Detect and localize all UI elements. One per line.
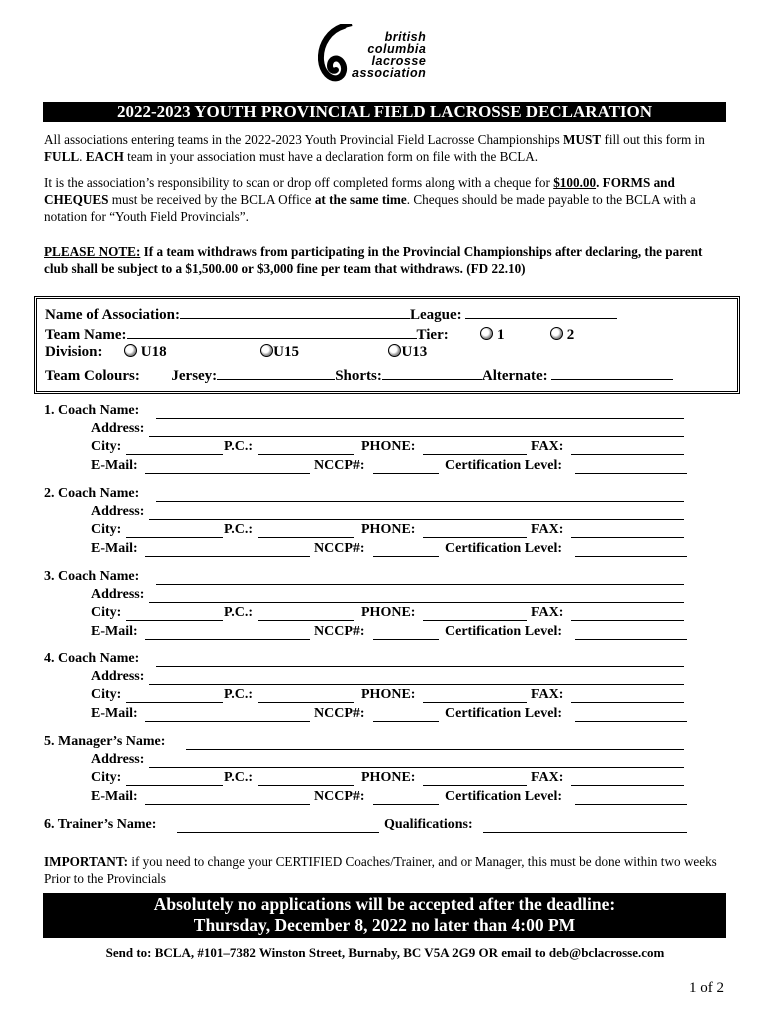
certification-level-field[interactable] [575, 803, 687, 805]
email-label: E-Mail: [91, 788, 138, 804]
city-label: City: [91, 522, 122, 538]
email-field[interactable] [145, 555, 310, 557]
certification-level-field[interactable] [575, 555, 687, 557]
note-label: PLEASE NOTE: [44, 244, 141, 259]
address-label: Address: [91, 669, 145, 685]
jersey-field[interactable] [217, 365, 335, 380]
alternate-field[interactable] [551, 365, 673, 380]
shorts-label: Shorts: [335, 368, 382, 384]
phone-field[interactable] [423, 784, 527, 786]
text-bold: at the same time [314, 192, 407, 207]
address-field[interactable] [149, 766, 684, 768]
league-label: League: [410, 307, 462, 323]
certification-level-label: Certification Level: [445, 705, 563, 721]
trainer-name-label: 6. Trainer’s Name: [44, 817, 157, 832]
send-to-address: Send to: BCLA, #101–7382 Winston Street, Burnaby, BC V5A 2G9 OR email to deb@bclacrosse.com [105, 945, 665, 960]
city-field[interactable] [126, 701, 223, 703]
fax-field[interactable] [571, 619, 684, 621]
fax-field[interactable] [571, 536, 684, 538]
phone-label: PHONE: [361, 770, 416, 786]
fax-field[interactable] [571, 701, 684, 703]
pc-field[interactable] [258, 453, 354, 455]
pc-label: P.C.: [224, 605, 254, 621]
city-field[interactable] [126, 784, 223, 786]
email-label: E-Mail: [91, 540, 138, 556]
phone-label: PHONE: [361, 522, 416, 538]
contact-name-label: 1. Coach Name: [44, 403, 140, 418]
fax-label: FAX: [531, 439, 564, 455]
email-field[interactable] [145, 720, 310, 722]
shorts-field[interactable] [382, 365, 482, 380]
phone-field[interactable] [423, 536, 527, 538]
text: team in your association must have a declaration form on file with the BCLA. [123, 149, 539, 164]
note-text: If a team withdraws from participating in the Provincial Championships after declaring, the parent club shall be subject to a $1,500.00 or $3,000 fine per team that withdraws. (FD 22.10) [44, 244, 703, 276]
phone-label: PHONE: [361, 687, 416, 703]
important-note [44, 853, 728, 887]
nccp-field[interactable] [373, 720, 439, 722]
deadline-line-1: Absolutely no applications will be accepted after the deadline: [153, 894, 616, 914]
contact-name-label: 3. Coach Name: [44, 569, 140, 584]
text-bold: . FORMS and CHEQUES [44, 175, 675, 207]
bcla-logo [318, 24, 458, 82]
logo-line: lacrosse [371, 54, 427, 68]
address-field[interactable] [149, 601, 684, 603]
address-label: Address: [91, 421, 145, 437]
contact-name-field[interactable] [156, 417, 684, 419]
logo-line: columbia [367, 42, 427, 56]
contact-name-field[interactable] [156, 500, 684, 502]
nccp-label: NCCP#: [314, 540, 365, 556]
contact-name-label: 4. Coach Name: [44, 651, 140, 666]
please-note [44, 243, 728, 277]
pc-field[interactable] [258, 619, 354, 621]
city-field[interactable] [126, 619, 223, 621]
qualifications-field[interactable] [483, 831, 687, 833]
association-name-field[interactable] [180, 304, 410, 319]
division-u13-radio[interactable] [388, 344, 401, 357]
deadline-date: Thursday, December 8, 2022 no later than 4:00 PM [193, 915, 576, 935]
pc-field[interactable] [258, 701, 354, 703]
division-option-label: U13 [401, 344, 428, 360]
association-box [34, 296, 740, 394]
alternate-label: Alternate: [481, 368, 548, 384]
fax-label: FAX: [531, 770, 564, 786]
certification-level-label: Certification Level: [445, 623, 563, 639]
form-title: 2022-2023 YOUTH PROVINCIAL FIELD LACROSSE DECLARATION [43, 102, 726, 122]
address-label: Address: [91, 752, 145, 768]
email-label: E-Mail: [91, 705, 138, 721]
nccp-field[interactable] [373, 555, 439, 557]
text-bold: FULL [44, 149, 80, 164]
address-field[interactable] [149, 435, 684, 437]
email-field[interactable] [145, 803, 310, 805]
pc-field[interactable] [258, 536, 354, 538]
address-field[interactable] [149, 683, 684, 685]
certification-level-field[interactable] [575, 638, 687, 640]
phone-field[interactable] [423, 453, 527, 455]
tier-option-label: 2 [566, 327, 575, 343]
important-text: if you need to change your CERTIFIED Coaches/Trainer, and or Manager, this must be done within two weeks Prior to the Provincials [44, 854, 717, 886]
text: . Cheques should be made payable to the BCLA with a notation for “Youth Field Provincials”. [44, 192, 696, 224]
trainer-name-field[interactable] [177, 831, 379, 833]
nccp-label: NCCP#: [314, 623, 365, 639]
email-label: E-Mail: [91, 457, 138, 473]
address-label: Address: [91, 504, 145, 520]
pc-field[interactable] [258, 784, 354, 786]
qualifications-label: Qualifications: [384, 817, 473, 832]
association-name-label: Name of Association: [45, 307, 180, 323]
certification-level-label: Certification Level: [445, 540, 563, 556]
team-name-field[interactable] [127, 324, 417, 339]
trainer-row [44, 817, 156, 833]
pc-label: P.C.: [224, 687, 254, 703]
contact-name-field[interactable] [156, 665, 684, 667]
league-field[interactable] [465, 304, 617, 319]
contact-name-field[interactable] [156, 583, 684, 585]
email-field[interactable] [145, 472, 310, 474]
certification-level-field[interactable] [575, 720, 687, 722]
nccp-field[interactable] [373, 803, 439, 805]
tier-label: Tier: [416, 327, 449, 343]
pc-label: P.C.: [224, 522, 254, 538]
tier-1-radio[interactable] [480, 327, 493, 340]
city-label: City: [91, 439, 122, 455]
team-colours-label: Team Colours: [45, 368, 140, 384]
city-field[interactable] [126, 453, 223, 455]
certification-level-field[interactable] [575, 472, 687, 474]
tier-2-radio[interactable] [550, 327, 563, 340]
address-label: Address: [91, 587, 145, 603]
contact-name-label: 5. Manager’s Name: [44, 734, 166, 749]
phone-field[interactable] [423, 701, 527, 703]
city-label: City: [91, 770, 122, 786]
team-name-label: Team Name: [45, 327, 127, 343]
pc-label: P.C.: [224, 770, 254, 786]
city-label: City: [91, 605, 122, 621]
fax-label: FAX: [531, 687, 564, 703]
text-bold: EACH [85, 149, 124, 164]
city-field[interactable] [126, 536, 223, 538]
certification-level-label: Certification Level: [445, 788, 563, 804]
phone-label: PHONE: [361, 605, 416, 621]
text: It is the association’s responsibility to scan or drop off completed forms along with a cheque for [44, 175, 554, 190]
address-field[interactable] [149, 518, 684, 520]
text-bold: MUST [563, 132, 602, 147]
nccp-label: NCCP#: [314, 457, 365, 473]
email-label: E-Mail: [91, 623, 138, 639]
tier-option-label: 1 [496, 327, 505, 343]
logo-line: british [384, 30, 427, 44]
jersey-label: Jersey: [171, 368, 218, 384]
page-number: 1 of 2 [689, 980, 724, 996]
intro-paragraph-1 [44, 131, 728, 165]
text: must be received by the BCLA Office [108, 192, 315, 207]
nccp-label: NCCP#: [314, 705, 365, 721]
fax-label: FAX: [531, 605, 564, 621]
intro-paragraph-2 [44, 174, 728, 225]
important-label: IMPORTANT: [44, 854, 129, 869]
city-label: City: [91, 687, 122, 703]
nccp-field[interactable] [373, 472, 439, 474]
nccp-field[interactable] [373, 638, 439, 640]
certification-level-label: Certification Level: [445, 457, 563, 473]
fax-field[interactable] [571, 453, 684, 455]
nccp-label: NCCP#: [314, 788, 365, 804]
division-u15-radio[interactable] [260, 344, 273, 357]
email-field[interactable] [145, 638, 310, 640]
text: All associations entering teams in the 2022-2023 Youth Provincial Field Lacrosse Championships [44, 132, 564, 147]
logo-line: association [352, 66, 427, 80]
fee-amount: $100.00 [553, 175, 597, 190]
phone-field[interactable] [423, 619, 527, 621]
text: fill out this form in [601, 132, 705, 147]
division-label: Division: [45, 344, 103, 360]
fax-label: FAX: [531, 522, 564, 538]
division-option-label: U15 [273, 344, 299, 360]
text: . [79, 149, 86, 164]
fax-field[interactable] [571, 784, 684, 786]
phone-label: PHONE: [361, 439, 416, 455]
division-option-label: U18 [140, 344, 167, 360]
contact-name-field[interactable] [186, 748, 684, 750]
pc-label: P.C.: [224, 439, 254, 455]
deadline-banner [43, 893, 726, 938]
division-u18-radio[interactable] [124, 344, 137, 357]
contact-name-label: 2. Coach Name: [44, 486, 140, 501]
